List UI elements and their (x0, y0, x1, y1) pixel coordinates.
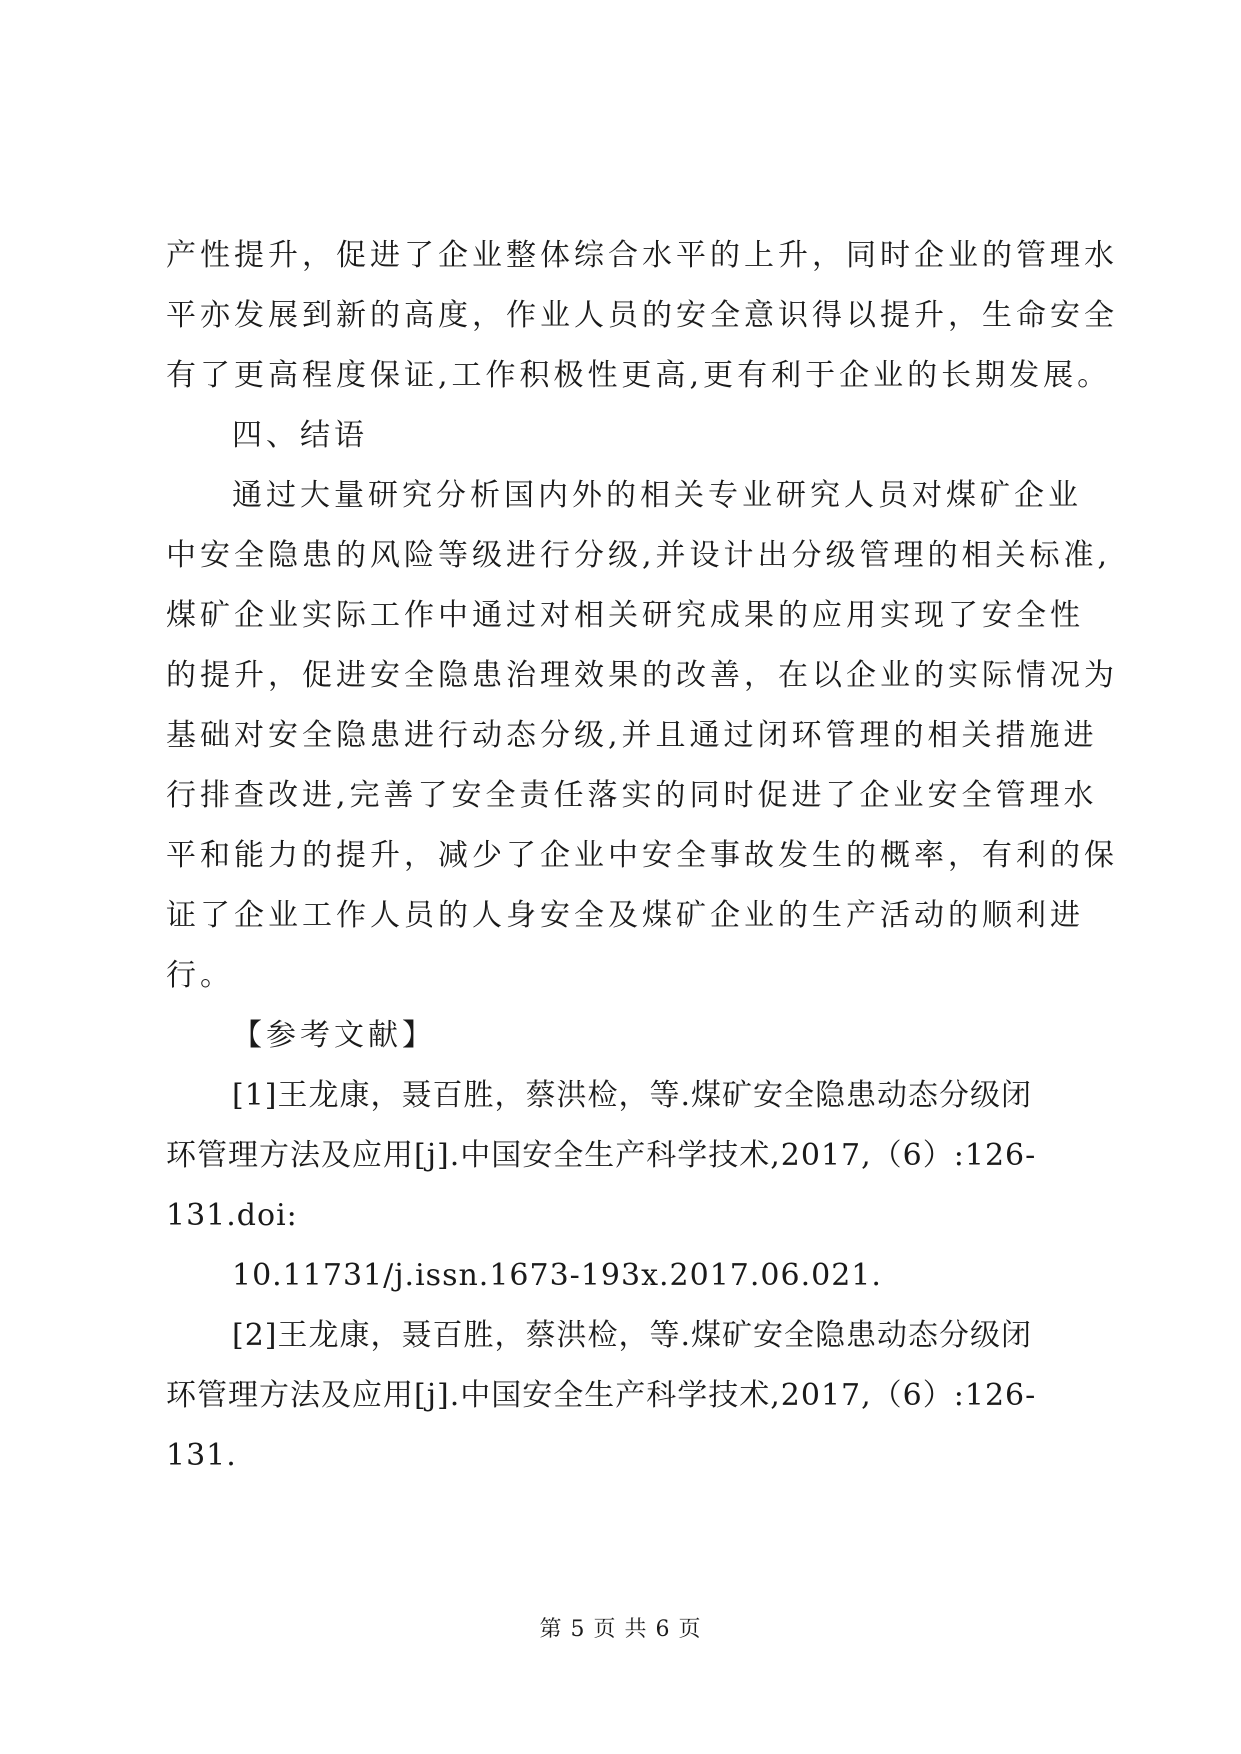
body-text-line: 平亦发展到新的高度，作业人员的安全意识得以提升，生命安全 (166, 298, 1118, 333)
reference-line: 131. (166, 1438, 237, 1473)
body-text-line: 行。 (166, 958, 234, 993)
body-text-line: 有了更高程度保证,工作积极性更高,更有利于企业的长期发展。 (166, 358, 1112, 393)
reference-line: 131.doi: (166, 1198, 298, 1233)
reference-line: [2]王龙康，聂百胜，蔡洪检，等.煤矿安全隐患动态分级闭 (232, 1318, 1033, 1353)
page-number-footer: 第 5 页 共 6 页 (539, 1617, 702, 1642)
reference-line: 环管理方法及应用[j].中国安全生产科学技术,2017,（6）:126- (166, 1138, 1037, 1173)
body-text-line: 通过大量研究分析国内外的相关专业研究人员对煤矿企业 (232, 478, 1082, 513)
reference-doi-line: 10.11731/j.issn.1673-193x.2017.06.021. (232, 1258, 882, 1293)
document-body (166, 226, 1118, 1486)
section-heading-conclusion: 四、结语 (232, 418, 368, 453)
body-text-line: 产性提升，促进了企业整体综合水平的上升，同时企业的管理水 (166, 238, 1118, 273)
references-heading: 【参考文献】 (232, 1018, 436, 1053)
body-text-line: 煤矿企业实际工作中通过对相关研究成果的应用实现了安全性 (166, 598, 1084, 633)
body-text-line: 基础对安全隐患进行动态分级,并且通过闭环管理的相关措施进 (166, 718, 1098, 753)
body-text-line: 中安全隐患的风险等级进行分级,并设计出分级管理的相关标准, (166, 538, 1112, 573)
body-text-line: 行排查改进,完善了安全责任落实的同时促进了企业安全管理水 (166, 778, 1098, 813)
reference-line: 环管理方法及应用[j].中国安全生产科学技术,2017,（6）:126- (166, 1378, 1037, 1413)
body-text-line: 平和能力的提升，减少了企业中安全事故发生的概率，有利的保 (166, 838, 1118, 873)
body-text-line: 证了企业工作人员的人身安全及煤矿企业的生产活动的顺利进 (166, 898, 1084, 933)
reference-line: [1]王龙康，聂百胜，蔡洪检，等.煤矿安全隐患动态分级闭 (232, 1078, 1033, 1113)
body-text-line: 的提升，促进安全隐患治理效果的改善，在以企业的实际情况为 (166, 658, 1118, 693)
